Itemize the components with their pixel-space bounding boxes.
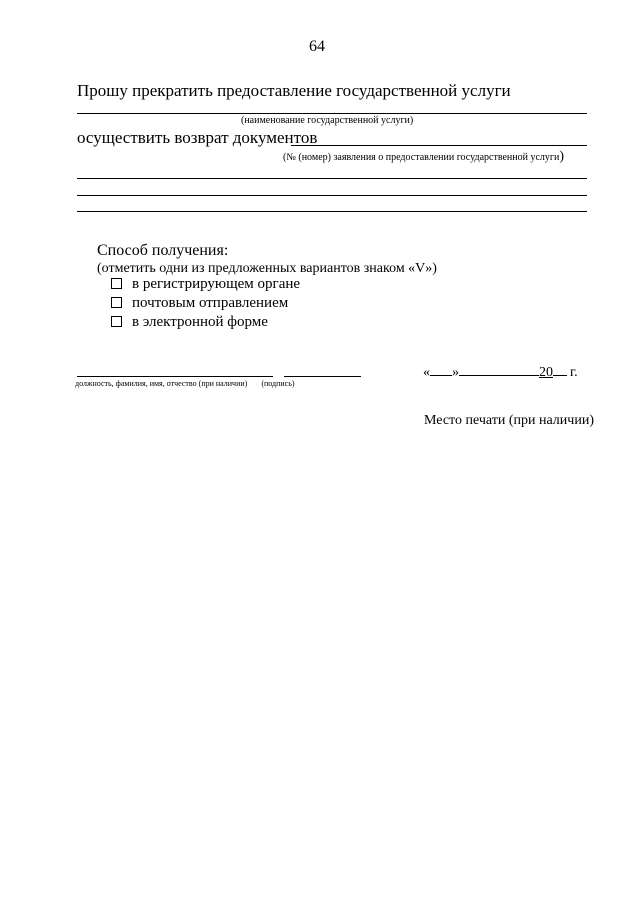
option-electronic[interactable]	[111, 314, 268, 331]
blank-line-3[interactable]	[77, 211, 587, 212]
option-label: в электронной форме	[132, 314, 268, 330]
date-year-suffix: г.	[570, 365, 578, 380]
service-name-line[interactable]	[77, 113, 587, 114]
date-day-field[interactable]	[430, 363, 452, 376]
checkbox[interactable]	[111, 316, 122, 327]
page-number: 64	[309, 38, 325, 55]
method-instruction: (отметить одни из предложенных вариантов знаком «V»)	[97, 261, 437, 276]
date-open-quote: «	[423, 365, 430, 380]
application-number-line[interactable]	[291, 145, 587, 146]
request-line: Прошу прекратить предоставление государственной услуги	[77, 81, 511, 100]
date-month-field[interactable]	[459, 363, 539, 376]
application-number-caption-end: )	[559, 149, 565, 164]
date-block	[423, 363, 578, 381]
option-registering-authority[interactable]	[111, 276, 300, 293]
signature-line[interactable]	[284, 376, 361, 377]
option-label: в регистрирующем органе	[132, 276, 301, 292]
date-year-prefix: 20	[539, 365, 553, 380]
stamp-place: Место печати (при наличии)	[424, 413, 594, 428]
option-label: почтовым отправлением	[132, 295, 289, 311]
application-number-caption-text: (№ (номер) заявления о предоставлении государственной услуги	[283, 152, 560, 163]
checkbox[interactable]	[111, 278, 122, 289]
checkbox[interactable]	[111, 297, 122, 308]
position-name-caption: должность, фамилия, имя, отчество (при наличии)	[75, 379, 248, 388]
signature-caption-2: (подпись)	[261, 379, 295, 388]
method-heading: Способ получения:	[97, 242, 229, 259]
option-postal[interactable]	[111, 295, 288, 312]
date-close-quote: »	[452, 365, 459, 380]
date-year-field[interactable]	[553, 363, 567, 376]
position-name-line[interactable]	[77, 376, 273, 377]
signature-caption	[75, 379, 295, 388]
blank-line-2[interactable]	[77, 195, 587, 196]
service-name-caption: (наименование государственной услуги)	[241, 115, 414, 126]
blank-line-1[interactable]	[77, 178, 587, 179]
return-documents-label: осуществить возврат документов	[77, 128, 318, 147]
application-number-caption	[283, 149, 564, 165]
